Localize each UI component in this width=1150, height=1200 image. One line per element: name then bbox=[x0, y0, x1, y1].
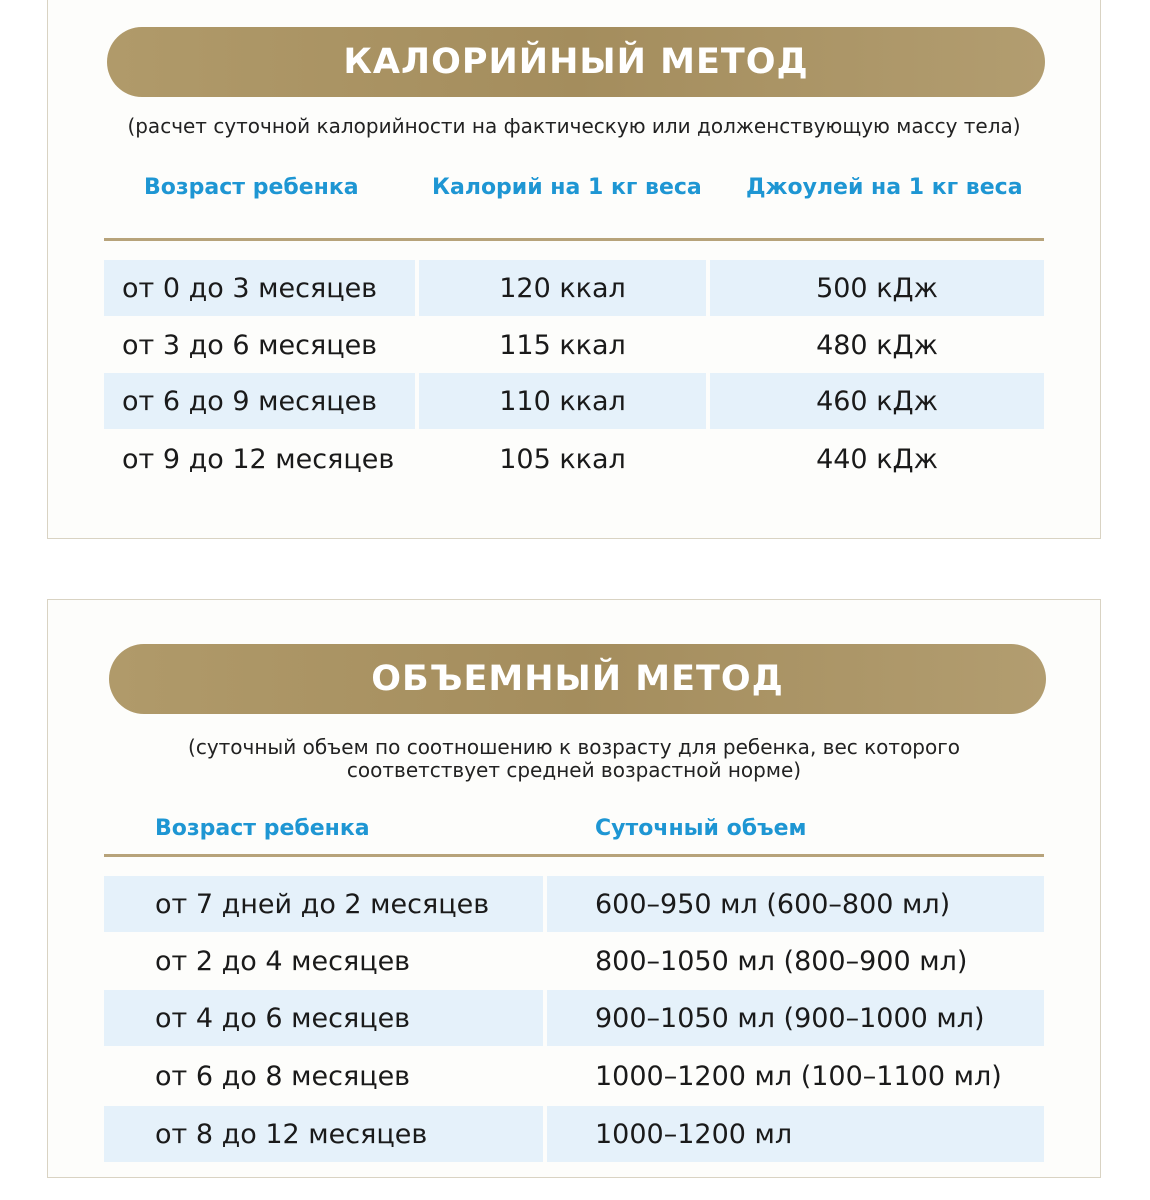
table-row bbox=[104, 1048, 1044, 1104]
calorie-cell-age: от 6 до 9 месяцев bbox=[104, 373, 415, 429]
calorie-header-divider bbox=[104, 238, 1044, 241]
volume-cell-volume: 800–1050 мл (800–900 мл) bbox=[595, 945, 968, 977]
table-row bbox=[104, 260, 1044, 316]
table-row bbox=[104, 933, 1044, 989]
table-row bbox=[104, 431, 1044, 487]
volume-method-subtitle-line2: соответствует средней возрастной норме) bbox=[346, 758, 802, 782]
calorie-header-joules: Джоулей на 1 кг веса bbox=[746, 175, 1023, 200]
table-row bbox=[104, 876, 1044, 932]
calorie-cell-joules: 460 кДж bbox=[710, 373, 1044, 429]
calorie-cell-calories: 110 ккал bbox=[419, 373, 706, 429]
calorie-header-calories: Калорий на 1 кг веса bbox=[432, 175, 702, 200]
table-row bbox=[104, 373, 1044, 429]
calorie-cell-age: от 0 до 3 месяцев bbox=[104, 260, 415, 316]
calorie-cell-age: от 3 до 6 месяцев bbox=[122, 329, 378, 361]
volume-method-subtitle-line1: (суточный объем по соотношению к возрасту для ребенка, вес которого bbox=[188, 735, 960, 759]
volume-header-divider bbox=[104, 854, 1044, 857]
table-row bbox=[104, 990, 1044, 1046]
volume-method-card bbox=[47, 599, 1101, 1178]
calorie-method-title-banner bbox=[107, 27, 1045, 97]
calorie-cell-calories: 105 ккал bbox=[499, 443, 626, 475]
table-row bbox=[104, 317, 1044, 373]
volume-cell-age: от 7 дней до 2 месяцев bbox=[104, 876, 543, 932]
volume-method-subtitle bbox=[68, 736, 1080, 782]
volume-cell-age: от 2 до 4 месяцев bbox=[155, 945, 411, 977]
calorie-method-subtitle: (расчет суточной калорийности на фактическую или долженствующую массу тела) bbox=[127, 114, 1021, 138]
calorie-cell-calories: 115 ккал bbox=[499, 329, 626, 361]
volume-header-daily-volume: Суточный объем bbox=[595, 816, 807, 841]
calorie-cell-joules: 440 кДж bbox=[816, 443, 938, 475]
calorie-cell-calories: 120 ккал bbox=[419, 260, 706, 316]
volume-cell-volume: 1000–1200 мл (100–1100 мл) bbox=[595, 1060, 1002, 1092]
volume-method-title: ОБЪЕМНЫЙ МЕТОД bbox=[371, 659, 784, 699]
calorie-method-title: КАЛОРИЙНЫЙ МЕТОД bbox=[343, 42, 809, 82]
volume-cell-volume: 900–1050 мл (900–1000 мл) bbox=[547, 990, 1044, 1046]
calorie-cell-age: от 9 до 12 месяцев bbox=[122, 443, 395, 475]
calorie-header-age: Возраст ребенка bbox=[144, 175, 359, 200]
volume-cell-age: от 4 до 6 месяцев bbox=[104, 990, 543, 1046]
volume-cell-age: от 8 до 12 месяцев bbox=[104, 1106, 543, 1162]
calorie-cell-joules: 500 кДж bbox=[710, 260, 1044, 316]
volume-cell-volume: 1000–1200 мл bbox=[547, 1106, 1044, 1162]
calorie-method-card bbox=[47, 0, 1101, 539]
calorie-cell-joules: 480 кДж bbox=[816, 329, 938, 361]
volume-method-title-banner bbox=[109, 644, 1046, 714]
volume-header-age: Возраст ребенка bbox=[155, 816, 370, 841]
volume-cell-age: от 6 до 8 месяцев bbox=[155, 1060, 411, 1092]
table-row bbox=[104, 1106, 1044, 1162]
volume-cell-volume: 600–950 мл (600–800 мл) bbox=[547, 876, 1044, 932]
